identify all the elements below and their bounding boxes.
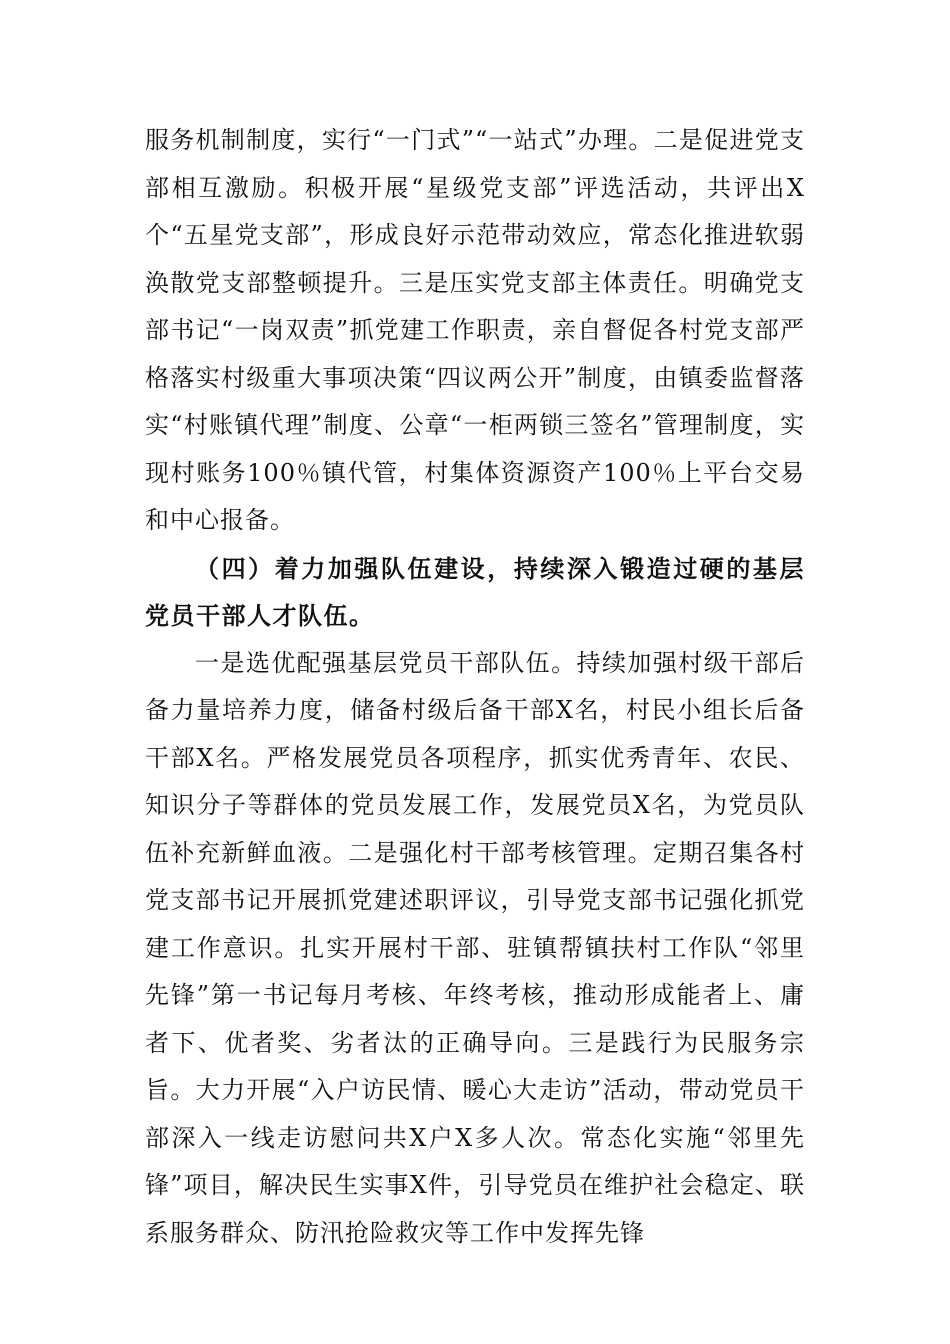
paragraph-team-building: 一是选优配强基层党员干部队伍。持续加强村级干部后备力量培养力度，储备村级后备干部X名，村民小组长后备干部X名。严格发展党员各项程序，抓实优秀青年、农民、知识分子等群体的党员发展工作，发展党员X名，为党员队伍补充新鲜血液。二是强化村干部考核管理。定期召集各村党支部书记开展抓党建述职评议，引导党支部书记强化抓党建工作意识。扎实开展村干部、驻镇帮镇扶村工作队“邻里先锋”第一书记每月考核、年终考核，推动形成能者上、庸者下、优者奖、劣者汰的正确导向。三是践行为民服务宗旨。大力开展“入户访民情、暖心大走访”活动，带动党员干部深入一线走访慰问共X户X多人次。常态化实施“邻里先锋”项目，解决民生实事X件，引导党员在维护社会稳定、联系服务群众、防汛抢险救灾等工作中发挥先锋 (145, 648, 805, 1247)
paragraph-continuation: 服务机制制度，实行“一门式”“一站式”办理。二是促进党支部相互激励。积极开展“星级党支部”评选活动，共评出X个“五星党支部”，形成良好示范带动效应，常态化推进软弱涣散党支部整顿提升。三是压实党支部主体责任。明确党支部书记“一岗双责”抓党建工作职责，亲自督促各村党支部严格落实村级重大事项决策“四议两公开”制度，由镇委监督落实“村账镇代理”制度、公章“一柜两锁三签名”管理制度，实现村账务100％镇代管，村集体资源资产100％上平台交易和中心报备。 (145, 126, 805, 534)
document-body (145, 117, 805, 1257)
section-heading-four: （四）着力加强队伍建设，持续深入锻造过硬的基层党员干部人才队伍。 (145, 553, 805, 630)
